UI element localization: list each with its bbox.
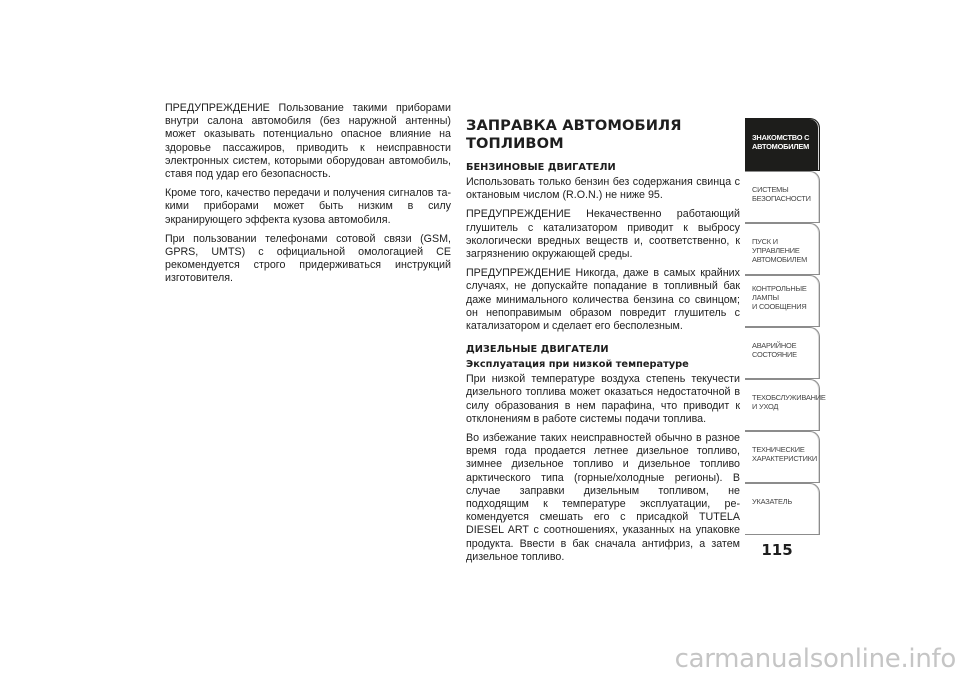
tab-index[interactable] bbox=[745, 483, 820, 535]
right-text-column bbox=[466, 102, 740, 570]
tab-label: И СООБЩЕНИЯ bbox=[752, 302, 807, 311]
tab-label: БЕЗОПАСНОСТИ bbox=[752, 194, 811, 203]
tab-safety[interactable] bbox=[745, 171, 820, 223]
body-paragraph: При низкой температуре воздуха степень текучести дизельного топлива может оказаться недостаточной в силу образования в нем парафина, что приводит к отклонениям в работе системы подачи топлива. bbox=[466, 373, 740, 425]
page-number: 115 bbox=[761, 541, 793, 559]
tab-label: АВАРИЙНОЕ bbox=[752, 341, 797, 350]
tab-maintenance[interactable] bbox=[745, 379, 826, 431]
tab-emergency[interactable] bbox=[745, 327, 820, 379]
tab-starting-driving[interactable] bbox=[745, 223, 820, 275]
left-text-column bbox=[165, 102, 451, 292]
warning-paragraph: ПРЕДУПРЕЖДЕНИЕ Некачественно работающий глушитель с катализатором приводит к выбросу экологически вредных веществ и, соответственно, к загрязнению окружающей среды. bbox=[466, 208, 740, 261]
petrol-heading: БЕНЗИНОВЫЕ ДВИГАТЕЛИ bbox=[466, 162, 616, 173]
tab-label: ПУСК И УПРАВЛЕНИЕ bbox=[752, 237, 800, 255]
chapter-tabs bbox=[745, 118, 826, 535]
warning-paragraph: ПРЕДУПРЕЖДЕНИЕ Никогда, даже в самых крайних случаях, не допускайте попадание в топливный бак даже минимального количества бензина со свинцом; он непоправимым образом повредит глушитель с катализатором и сделает его бесполезным. bbox=[466, 267, 740, 333]
tab-label: ЗНАКОМСТВО С bbox=[752, 133, 810, 142]
tab-label: И УХОД bbox=[752, 402, 779, 411]
tab-label: СОСТОЯНИЕ bbox=[752, 350, 797, 359]
body-paragraph: Во избежание таких неисправностей обычно в разное время года продается летнее дизельное топливо, зимнее дизельное топливо и дизельное топливо арктического типа (горные/холодные регионы). В случае заправки дизельным топливом, не подходящим к температуре эксплуатации, рекомендуется смешать его с присадкой TUTELA DIESEL ART с соотношениях, указанных на упаковке продукта. Ввести в бак сначала антифриз, а затем дизельное топливо. bbox=[466, 432, 740, 563]
section-title: ЗАПРАВКА АВТОМОБИЛЯ ТОПЛИВОМ bbox=[466, 117, 682, 152]
tab-label: СИСТЕМЫ bbox=[752, 185, 789, 194]
body-paragraph: При пользовании телефонами сотовой связи (GSM, GPRS, UMTS) с официальной омологацией CE рекомендуется строго придерживаться инструкций изготовителя. bbox=[165, 232, 451, 285]
tab-label: ХАРАКТЕРИСТИКИ bbox=[752, 454, 817, 463]
body-paragraph: Кроме того, качество передачи и получения сигналов такими приборами может быть низким в силу экранирующего эффекта кузова автомобиля. bbox=[165, 187, 451, 226]
diesel-subheading: Эксплуатация при низкой температуре bbox=[466, 359, 689, 371]
tab-label: УКАЗАТЕЛЬ bbox=[752, 497, 793, 506]
tab-label: АВТОМОБИЛЕМ bbox=[752, 142, 810, 151]
tab-label: ЛАМПЫ bbox=[752, 293, 779, 302]
tab-label: АВТОМОБИЛЕМ bbox=[752, 255, 808, 264]
warning-paragraph: ПРЕДУПРЕЖДЕНИЕ Пользование такими приборами внутри салона автомобиля (без наружной антенны) может оказывать потенциально опасное влияние на здоровье пассажиров, приводить к неисправности электронных систем, которыми оборудован автомобиль, ставя под удар его безопасность. bbox=[165, 102, 451, 181]
diesel-heading: ДИЗЕЛЬНЫЕ ДВИГАТЕЛИ bbox=[466, 344, 609, 356]
tab-warning-lights[interactable] bbox=[745, 275, 820, 327]
body-paragraph: Использовать только бензин без содержания свинца с октановым числом (R.O.N.) не ниже 95. bbox=[466, 176, 740, 202]
tab-label: ТЕХОБСЛУЖИВАНИЕ bbox=[752, 393, 826, 402]
tab-technical-specs[interactable] bbox=[745, 431, 820, 483]
tab-label: КОНТРОЛЬНЫЕ bbox=[752, 284, 807, 293]
tab-label: ТЕХНИЧЕСКИЕ bbox=[752, 445, 805, 454]
tab-introduction[interactable] bbox=[745, 118, 820, 171]
watermark: carmanualsonline.info bbox=[602, 642, 956, 676]
